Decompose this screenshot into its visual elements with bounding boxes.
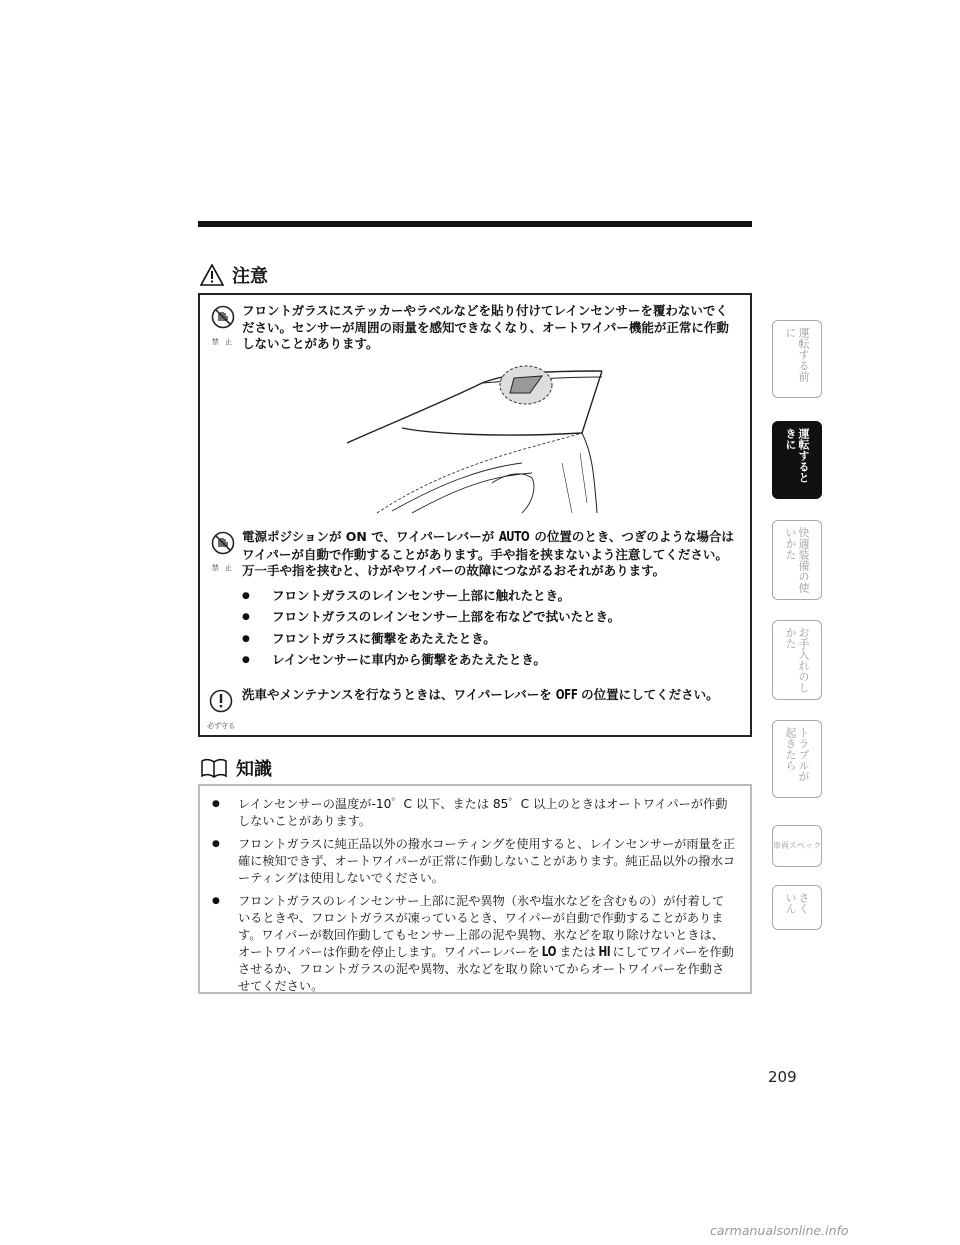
knowledge-heading <box>200 755 272 781</box>
caution-item-3-text-b: の位置にしてください。 <box>581 687 719 702</box>
list-item <box>238 796 736 830</box>
icon-label: 禁 止 <box>211 337 235 346</box>
caution-item-2 <box>211 529 738 674</box>
caution-item-1 <box>211 303 738 353</box>
book-icon <box>200 758 228 778</box>
icon-label: 必ず守る <box>207 721 235 730</box>
watermark[interactable]: carmanualsonline.info <box>710 1223 849 1238</box>
tab-label: 運転するときに <box>784 428 810 483</box>
tab-vehicle-specs[interactable] <box>772 825 822 867</box>
knowledge-title: 知識 <box>236 759 272 780</box>
exclamation-circle-icon <box>209 689 233 713</box>
list-item <box>238 893 736 995</box>
caution-item-3 <box>207 687 738 730</box>
hi-badge: HI <box>598 945 611 960</box>
caution-item-2-text-b: の位置のとき、つぎのような場合はワイパーが自動で作動することがあります。手や指を挟まないよう注意してください。万一手や指を挟むと、けがやワイパーの故障につながるおそれがあります。 <box>242 529 734 578</box>
knowledge-bullet-3-a: フロントガラスのレインセンサー上部に泥や異物（氷や塩水などを含むもの）が付着しているときや、フロントガラスが凍っているとき、ワイパーが自動で作動することがあります。ワイパーが数回作動してもセンサー上部の泥や異物、氷などを取り除けないときは、オートワイパーは作動を停止します。ワイパーレバーを <box>238 894 725 959</box>
warning-triangle-icon <box>200 264 224 286</box>
tab-comfort-features[interactable] <box>772 520 822 600</box>
tab-while-driving[interactable] <box>772 421 822 499</box>
list-item <box>238 836 736 887</box>
lo-badge: LO <box>542 945 557 960</box>
tab-before-driving[interactable] <box>772 320 822 398</box>
caution-item-1-text: フロントガラスにステッカーやラベルなどを貼り付けてレインセンサーを覆わないでください。センサーが周囲の雨量を感知できなくなり、オートワイパー機能が正常に作動しないことがあります。 <box>242 303 729 351</box>
off-badge: OFF <box>555 688 578 703</box>
caution-item-3-text-a: 洗車やメンテナンスを行なうときは、ワイパーレバーを <box>242 687 552 702</box>
caution-bullet-list <box>242 588 738 669</box>
knowledge-bullet-1: レインセンサーの温度が-10゜C 以下、または 85゜C 以上のときはオートワイパーが作動しないことがあります。 <box>238 797 728 828</box>
caution-title: 注意 <box>232 266 268 287</box>
list-item: ● フロントガラスのレインセンサー上部を布などで拭いたとき。 <box>242 609 738 626</box>
prohibited-hand-icon <box>211 531 235 555</box>
prohibited-icon-wrap-2 <box>209 531 237 576</box>
knowledge-box <box>198 784 752 994</box>
knowledge-bullet-3-b: または <box>559 945 596 959</box>
tab-label: さくいん <box>784 892 810 914</box>
page-number: 209 <box>768 1068 797 1086</box>
tab-label: トラブルが起きたら <box>784 727 810 782</box>
caution-heading <box>200 262 268 288</box>
tab-label: 快適装備の使いかた <box>784 527 810 593</box>
knowledge-bullet-2: フロントガラスに純正品以外の撥水コーティングを使用すると、レインセンサーが雨量を正確に検知できず、オートワイパーが正常に作動しないことがあります。純正品以外の撥水コーティングは使用しないでください。 <box>238 837 736 885</box>
top-rule <box>198 221 752 227</box>
list-item: ● フロントガラスに衝撃をあたえたとき。 <box>242 631 738 648</box>
windshield-illustration <box>332 363 612 523</box>
tab-label: 運転する前に <box>784 327 810 382</box>
knowledge-list <box>200 786 750 995</box>
tab-maintenance[interactable] <box>772 620 822 700</box>
knowledge-bullet-3-c: にしてワイパーを作動させるか、フロントガラスの泥や異物、氷などを取り除いてからオートワイパーを作動させてください。 <box>238 945 734 993</box>
prohibited-icon-wrap <box>209 305 237 350</box>
prohibited-hand-icon <box>211 305 235 329</box>
caution-item-2-text-a: 電源ポジションが ON で、ワイパーレバーが <box>242 529 495 544</box>
tab-label: 車両スペック <box>773 841 821 850</box>
caution-box <box>198 293 752 737</box>
list-item: ● レインセンサーに車内から衝撃をあたえたとき。 <box>242 652 738 669</box>
mandatory-icon-wrap <box>207 689 235 734</box>
tab-troubleshooting[interactable] <box>772 720 822 798</box>
tab-label: お手入れのしかた <box>784 627 810 693</box>
icon-label: 禁 止 <box>211 563 235 572</box>
list-item: ● フロントガラスのレインセンサー上部に触れたとき。 <box>242 588 738 605</box>
auto-badge: AUTO <box>499 530 530 545</box>
tab-index[interactable] <box>772 885 822 930</box>
